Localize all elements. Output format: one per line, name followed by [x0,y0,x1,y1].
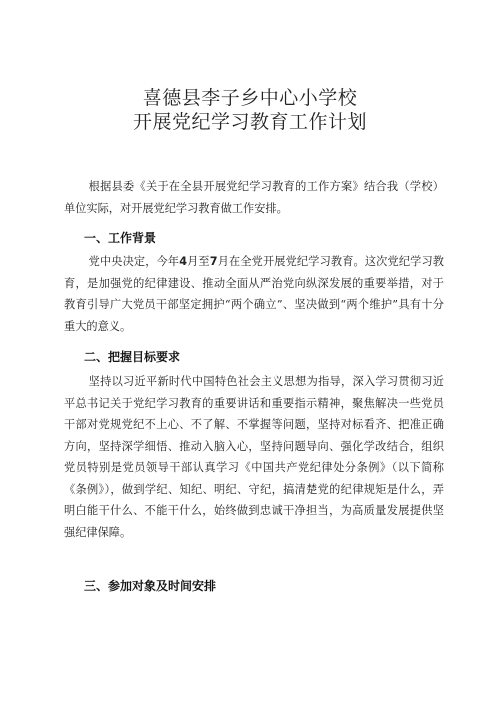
section-1-month-start: 4 [179,255,187,268]
section-2-body [64,371,444,543]
section-1-body [64,251,444,337]
section-1-text-b: 月至 [186,255,210,268]
title-line-2: 开展党纪学习教育工作计划 [132,111,367,133]
document-title [0,86,500,134]
section-1-text-a: 党中央决定，今年 [88,255,180,268]
section-1-month-end: 7 [209,255,218,268]
section-2-heading: 二、把握目标要求 [84,350,181,364]
title-line-1: 喜德县李子乡中心小学校 [142,87,358,109]
intro-paragraph-block [64,176,444,219]
section-3-heading: 三、参加对象及时间安排 [84,579,217,593]
section-1-heading: 一、工作背景 [84,231,157,245]
section-1-paragraph [64,251,444,337]
section-2-paragraph: 坚持以习近平新时代中国特色社会主义思想为指导，深入学习贯彻习近平总书记关于党纪学习教育的重要讲话和重要指示精神，聚焦解决一些党员干部对党规党纪不上心、不了解、不掌握等问题，坚持对标看齐、把准正确方向，坚持深学细悟、推动入脑入心，坚持问题导向、强化学改结合，组织党员特别是党员领导干部认真学习《中国共产党纪律处分条例》（以下简称《条例》），做到学纪、知纪、明纪、守纪，搞清楚党的纪律规矩是什么，弄明白能干什么、不能干什么，始终做到忠诚干净担当，为高质量发展提供坚强纪律保障。 [64,375,444,539]
section-1-text-c: 月在全党开展党纪学习教育。这次党纪学习教育，是加强党的纪律建设、推动全面从严治党向纵深发展的重要举措，对于教育引导广大党员干部坚定拥护“两个确立”、坚决做到“两个维护”具有十分重大的意义。 [64,255,444,333]
intro-paragraph: 根据县委《关于在全县开展党纪学习教育的工作方案》结合我（学校）单位实际，对开展党纪学习教育做工作安排。 [64,180,444,215]
